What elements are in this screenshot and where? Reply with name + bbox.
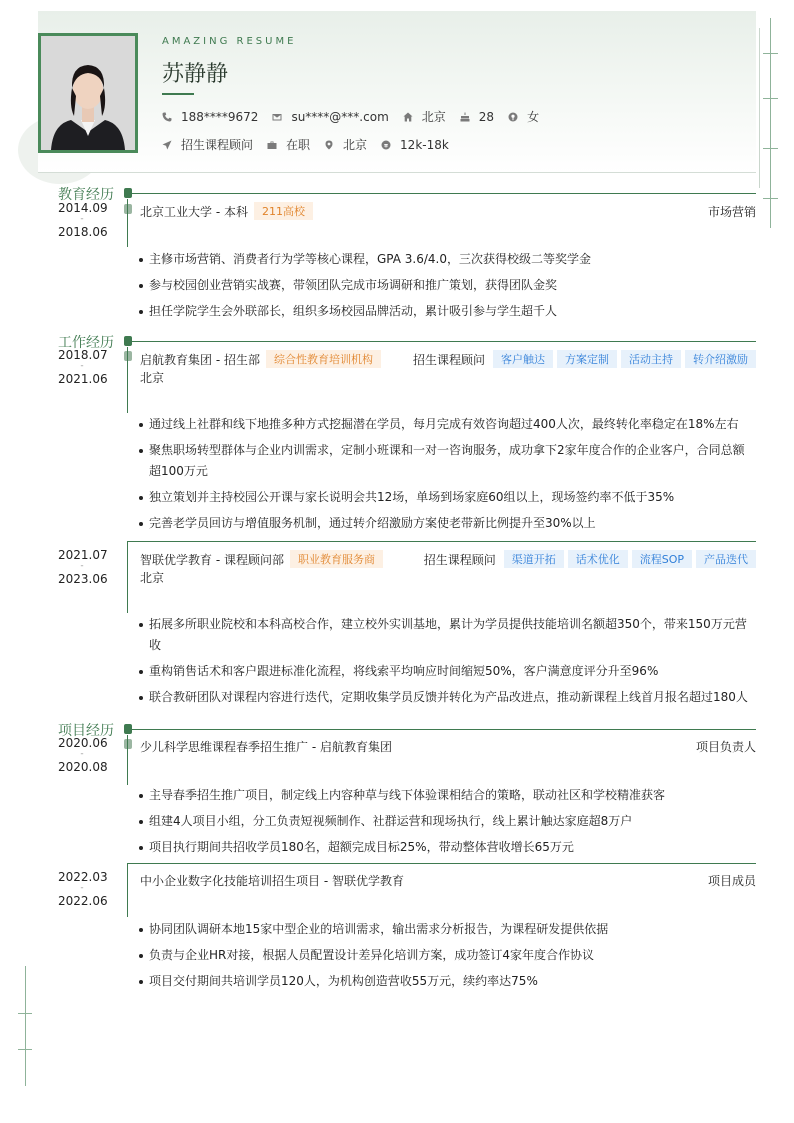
end-date: 2021.06 (58, 372, 108, 386)
list-item: 项目交付期间共培训学员120人，为机构创造营收55万元，续约率达75% (138, 971, 756, 992)
contact-info-row (162, 108, 553, 125)
decorative-line (763, 98, 778, 99)
list-item: 参与校园创业营销实战赛，带领团队完成市场调研和推广策划，获得团队金奖 (138, 275, 756, 296)
name-underline (162, 93, 194, 95)
salary-value: 12k-18k (400, 137, 449, 152)
city-item (403, 108, 446, 125)
project-entry-header (140, 872, 756, 889)
section-title-work: 工作经历 (58, 335, 114, 351)
skill-tag: 转介绍激励 (685, 350, 756, 368)
decorative-line (18, 1049, 32, 1050)
phone-icon (162, 112, 172, 122)
work-dates (58, 347, 106, 387)
project-dates (58, 735, 106, 775)
cake-icon (460, 112, 470, 122)
age-item (460, 110, 494, 124)
status-item (267, 136, 310, 153)
school-name: 北京工业大学 - 本科 (140, 204, 248, 219)
entry-marker (124, 204, 132, 214)
section-marker (124, 724, 132, 734)
decorative-line (18, 1013, 32, 1014)
briefcase-icon (267, 140, 277, 150)
target-role-value: 招生课程顾问 (181, 138, 254, 152)
project-name: 少儿科学思维课程春季招生推广 - 启航教育集团 (140, 740, 392, 754)
major: 市场营销 (707, 204, 756, 219)
decorative-line (763, 53, 778, 54)
end-date: 2018.06 (58, 225, 108, 239)
decorative-line (763, 198, 778, 199)
section-title-education: 教育经历 (58, 187, 114, 203)
work-bullets (138, 614, 756, 713)
start-date: 2022.03 (58, 870, 108, 884)
timeline-bar (127, 735, 128, 785)
mail-icon (272, 112, 282, 122)
section-divider (128, 193, 756, 194)
list-item: 协同团队调研本地15家中型企业的培训需求，输出需求分析报告，为课程研发提供依据 (138, 919, 756, 940)
date-separator: - (80, 883, 84, 893)
email-item (272, 110, 388, 124)
work-bullets (138, 414, 756, 539)
decorative-line (763, 148, 778, 149)
list-item: 拓展多所职业院校和本科高校合作，建立校外实训基地，累计为学员提供技能培训名额超350个，带来150万元营收 (138, 614, 756, 656)
list-item: 通过线上社群和线下地推多种方式挖掘潜在学员，每月完成有效咨询超过400人次，最终转化率稳定在18%左右 (138, 414, 756, 435)
skill-tag: 流程SOP (632, 550, 692, 568)
list-item: 项目执行期间共招收学员180名，超额完成目标25%，带动整体营收增长65万元 (138, 837, 756, 858)
list-item: 重构销售话术和客户跟进标准化流程，将线索平均响应时间缩短50%，客户满意度评分升至96% (138, 661, 756, 682)
work-dates (58, 547, 106, 587)
work-location: 北京 (140, 371, 165, 385)
salary-item (381, 138, 449, 152)
section-title-projects: 项目经历 (58, 723, 114, 739)
send-icon (162, 140, 172, 150)
target-city-item (324, 136, 367, 153)
project-role: 项目负责人 (695, 740, 756, 754)
decorative-line (759, 28, 760, 188)
start-date: 2021.07 (58, 548, 108, 562)
company-name: 智联优学教育 - 课程顾问部 (140, 552, 284, 567)
skill-tag: 客户触达 (493, 350, 553, 368)
target-city-value: 北京 (343, 138, 368, 152)
home-icon (403, 112, 413, 122)
resume-tagline: AMAZING RESUME (162, 36, 297, 47)
section-marker (124, 188, 132, 198)
job-intent-row (162, 136, 463, 153)
project-dates (58, 869, 106, 909)
date-separator: - (80, 214, 84, 224)
project-role: 项目成员 (707, 874, 756, 888)
status-value: 在职 (286, 138, 311, 152)
candidate-name: 苏静静 (162, 62, 229, 87)
section-divider (128, 341, 756, 342)
company-tag: 综合性教育培训机构 (266, 350, 381, 368)
phone-value: 188****9672 (181, 109, 259, 124)
timeline-bar (127, 199, 128, 247)
list-item: 主导春季招生推广项目，制定线上内容种草与线下体验课相结合的策略，联动社区和学校精准获客 (138, 785, 756, 806)
header-divider (38, 172, 756, 173)
timeline-bar (127, 863, 128, 917)
end-date: 2020.08 (58, 760, 108, 774)
list-item: 组建4人项目小组，分工负责短视频制作、社群运营和现场执行，线上累计触达家庭超8万户 (138, 811, 756, 832)
age-value: 28 (478, 109, 495, 124)
start-date: 2014.09 (58, 201, 108, 215)
list-item: 担任学院学生会外联部长，组织多场校园品牌活动，累计吸引参与学生超千人 (138, 301, 756, 322)
timeline-bar (127, 541, 128, 613)
list-item: 独立策划并主持校园公开课与家长说明会共12场，单场到场家庭60组以上，现场签约率不低于35% (138, 487, 756, 508)
end-date: 2023.06 (58, 572, 108, 586)
education-dates (58, 200, 106, 240)
entry-marker (124, 739, 132, 749)
company-tag: 职业教育服务商 (290, 550, 383, 568)
project-entry-header (140, 738, 756, 755)
email-value: su****@***.com (291, 109, 389, 124)
list-item: 聚焦职场转型群体与企业内训需求，定制小班课和一对一咨询服务，成功拿下2家年度合作的企业客户，合同总额超100万元 (138, 440, 756, 482)
list-item: 主修市场营销、消费者行为学等核心课程，GPA 3.6/4.0，三次获得校级二等奖学金 (138, 249, 756, 270)
gender-value: 女 (527, 110, 540, 124)
skill-tag: 方案定制 (557, 350, 617, 368)
gender-item (508, 108, 539, 125)
work-entry-header (140, 550, 756, 568)
date-separator: - (80, 361, 84, 371)
project-bullets (138, 919, 756, 997)
profile-photo (38, 33, 138, 153)
skill-tag: 产品迭代 (696, 550, 756, 568)
list-item: 完善老学员回访与增值服务机制，通过转介绍激励方案使老带新比例提升至30%以上 (138, 513, 756, 534)
project-name: 中小企业数字化技能培训招生项目 - 智联优学教育 (140, 874, 404, 888)
list-item: 联合教研团队对课程内容进行迭代，定期收集学员反馈并转化为产品改进点，推动新课程上线首月报名超过180人 (138, 687, 756, 708)
entry-divider (127, 863, 756, 864)
company-name: 启航教育集团 - 招生部 (140, 352, 260, 367)
timeline-bar (127, 347, 128, 413)
skill-tag: 话术优化 (568, 550, 628, 568)
entry-marker (124, 351, 132, 361)
target-role-item (162, 136, 253, 153)
work-entry-header (140, 350, 756, 368)
gender-icon (508, 112, 518, 122)
job-role: 招生课程顾问 (412, 352, 485, 367)
education-entry-header (140, 202, 756, 220)
phone-item (162, 110, 258, 124)
city-value: 北京 (421, 110, 446, 124)
start-date: 2018.07 (58, 348, 108, 362)
job-role: 招生课程顾问 (423, 552, 496, 567)
entry-divider (127, 541, 756, 542)
date-separator: - (80, 749, 84, 759)
education-bullets (138, 249, 756, 327)
decorative-line (25, 966, 26, 1086)
project-bullets (138, 785, 756, 863)
decorative-line (770, 18, 771, 228)
location-pin-icon (324, 140, 334, 150)
section-marker (124, 336, 132, 346)
skill-tag: 活动主持 (621, 350, 681, 368)
school-tag: 211高校 (254, 202, 313, 220)
date-separator: - (80, 561, 84, 571)
money-icon (381, 140, 391, 150)
end-date: 2022.06 (58, 894, 108, 908)
work-location: 北京 (140, 571, 165, 585)
skill-tag: 渠道开拓 (504, 550, 564, 568)
section-divider (128, 729, 756, 730)
start-date: 2020.06 (58, 736, 108, 750)
list-item: 负责与企业HR对接，根据人员配置设计差异化培训方案，成功签订4家年度合作协议 (138, 945, 756, 966)
